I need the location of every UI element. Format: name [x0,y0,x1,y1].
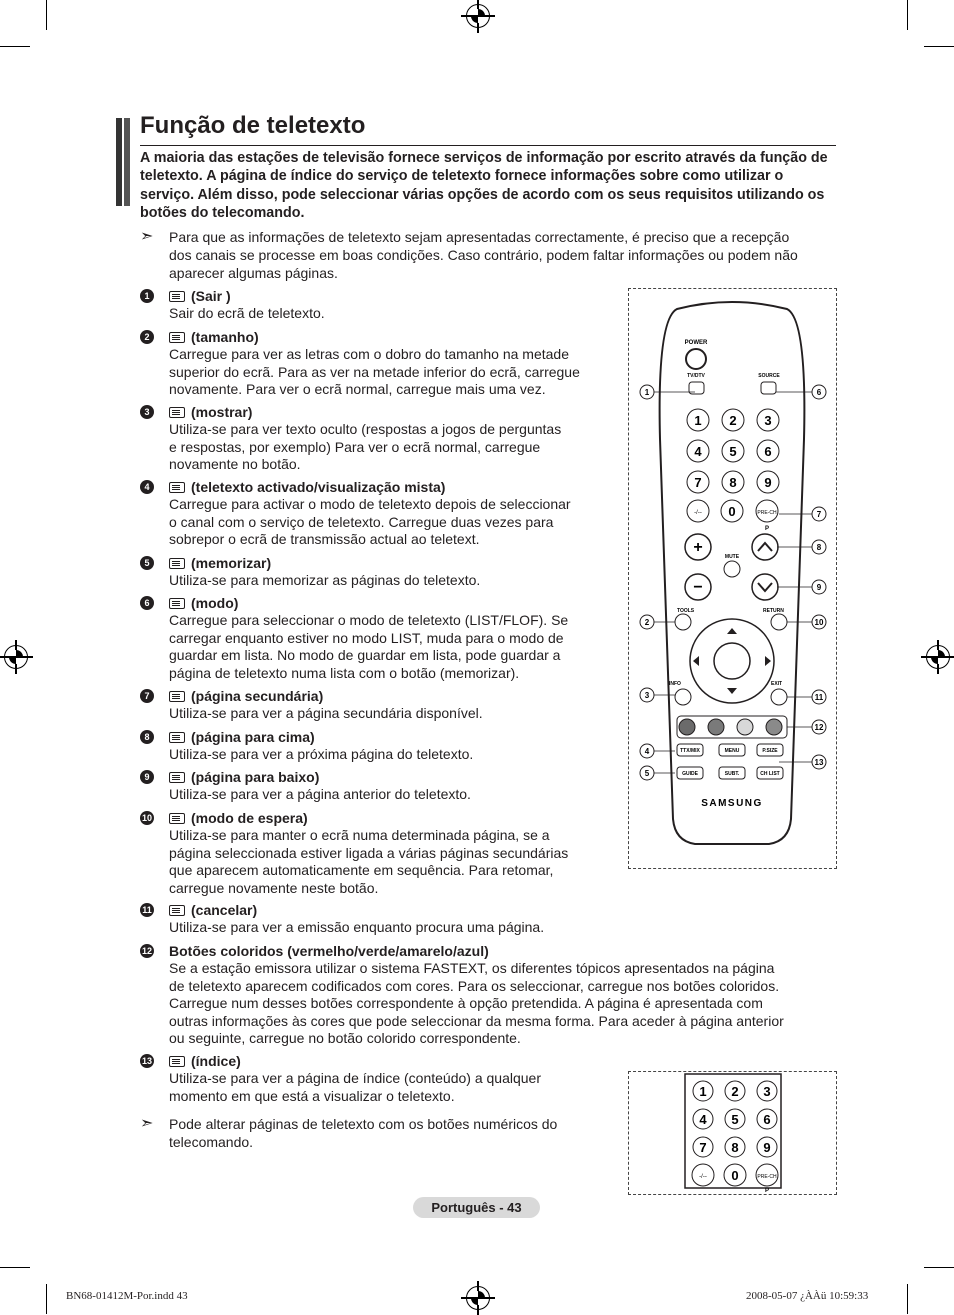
item-entry [169,329,580,399]
digit-label: 4 [694,444,702,459]
remote-illustration-box [628,288,837,869]
digit-label: 2 [731,1084,739,1099]
item-heading [169,479,571,496]
svg-text:P: P [764,526,770,532]
item-heading-text: (modo) [191,595,239,611]
item-heading [169,810,568,827]
item-entry [169,943,784,1047]
item-description-line: novamente no botão. [169,456,301,473]
item-number-badge: 4 [140,480,154,494]
svg-text:MENU: MENU [724,748,740,754]
item-heading-text: (página para baixo) [191,769,320,785]
digit-label: 7 [694,475,702,490]
item-heading-text: (modo de espera) [191,810,308,826]
keypad-detail-illustration [629,1072,836,1194]
item-description-line: de teletexto aparecem codificados com cores. Para os seleccionar, carregue nos botões coloridos. [169,977,780,994]
svg-text:SUBT.: SUBT. [724,771,740,777]
item-heading [169,943,784,960]
item-entry [169,555,480,590]
item-heading [169,1053,541,1070]
item-description-line: Utiliza-se para ver a página de índice (conteúdo) a qualquer [169,1070,542,1087]
svg-text:P: P [764,1188,770,1194]
item-number-badge: 1 [140,289,154,303]
item-heading-text: (teletexto activado/visualização mista) [191,479,446,495]
item-number-badge: 10 [141,813,152,823]
item-description-line: Se a estação emissora utilizar o sistema FASTEXT, os diferentes tópicos apresentados na página [169,960,775,977]
callout-number: 6 [816,388,822,397]
crop-mark [907,0,908,30]
item-description-line: que aparecem automaticamente em sequência. Para retomar, [169,862,554,879]
item-number-badge: 8 [140,730,154,744]
crop-mark [46,1284,47,1314]
crop-mark [0,46,30,47]
item-heading-text: (cancelar) [191,902,258,918]
item-description-line: Utiliza-se para ver a próxima página do teletexto. [169,746,474,763]
svg-text:0: 0 [728,504,736,519]
item-entry [169,288,325,323]
item-entry [169,1053,541,1105]
teletext-button-icon [169,691,185,702]
color-button [737,719,753,735]
digit-label: 6 [763,1112,771,1127]
svg-text:GUIDE: GUIDE [682,771,698,777]
color-button [766,719,782,735]
callout-number: 2 [644,618,650,627]
digit-label: 6 [764,444,772,459]
color-button [708,719,724,735]
callout-number: 8 [816,543,822,552]
page-title: Função de teletexto [140,112,366,139]
registration-mark-icon [466,4,490,28]
item-number-badge: 5 [140,556,154,570]
registration-mark-icon [466,1286,490,1310]
title-rule [140,145,836,146]
item-entry [169,595,568,682]
svg-text:EXIT: EXIT [771,681,783,687]
item-entry [169,769,471,804]
crop-mark [907,1284,908,1314]
svg-text:-/--: -/-- [694,510,702,516]
item-number-badge: 6 [140,596,154,610]
item-number-badge: 7 [140,689,154,703]
intro-paragraph: A maioria das estações de televisão fornece serviços de informação por escrito através da função de teletexto. A página de índice do serviço de teletexto fornece informações sobre como utilizar o serviço. Além disso, pode seleccionar várias opções de acordo com os seus requisitos utilizando os botões do telecomando. [140,150,828,221]
teletext-button-icon [169,813,185,824]
teletext-button-icon [169,407,185,418]
item-heading-text: (página secundária) [191,688,324,704]
crop-mark [924,1267,954,1268]
svg-text:POWER: POWER [684,340,708,346]
item-heading-text: (memorizar) [191,555,272,571]
teletext-button-icon [169,482,185,493]
item-entry [169,902,544,937]
item-description-line: Utiliza-se para ver a página secundária disponível. [169,705,483,722]
item-heading-text: (tamanho) [191,329,259,345]
note-arrow-icon: ➣ [140,228,154,245]
item-description-line: Utiliza-se para manter o ecrã numa determinada página, se a [169,827,550,844]
callout-number: 11 [814,693,824,702]
item-heading [169,555,480,572]
title-accent-bar [124,118,130,206]
teletext-button-icon [169,291,185,302]
item-number-badge: 11 [140,903,154,917]
item-description-line: o canal com o serviço de teletexto. Carregue duas vezes para [169,513,554,530]
item-heading-text: (página para cima) [191,729,315,745]
item-heading [169,404,561,421]
color-button [679,719,695,735]
item-description-line: Carregue num desses botões correspondente à opção pretendida. A página é apresentada com [169,995,763,1012]
digit-label: 5 [729,444,737,459]
digit-label: 1 [694,413,702,428]
item-heading [169,729,473,746]
item-heading [169,329,580,346]
item-description-line: página de teletexto numa lista com o botão (memorizar). [169,664,520,681]
callout-number: 13 [814,758,824,767]
digit-label: 8 [729,475,737,490]
registration-mark-icon [926,645,950,669]
item-number-badge: 2 [140,330,154,344]
digit-label: 1 [699,1084,707,1099]
item-description-line: Sair do ecrã de teletexto. [169,305,325,322]
item-entry [169,688,483,723]
svg-text:P.SIZE: P.SIZE [762,748,778,754]
item-heading-text: Botões coloridos (vermelho/verde/amarelo/azul) [169,943,489,959]
print-slug-right: 2008-05-07 ¿ÀÀü 10:59:33 [746,1290,869,1302]
svg-text:TOOLS: TOOLS [677,608,695,614]
registration-mark-icon [4,645,28,669]
item-heading [169,902,544,919]
title-accent-bar [116,118,122,206]
item-entry [169,729,473,764]
teletext-button-icon [169,332,185,343]
digit-label: 9 [763,1140,771,1155]
callout-number: 4 [644,747,650,756]
callout-number: 12 [814,723,824,732]
item-description-line: Carregue para activar o modo de teletexto depois de seleccionar [169,496,571,513]
item-description-line: Utiliza-se para memorizar as páginas do teletexto. [169,572,481,589]
item-description-line: Utiliza-se para ver a página anterior do teletexto. [169,786,471,803]
callout-number: 7 [816,510,822,519]
item-description-line: sobrepor o ecrã de transmissão actual ao teletext. [169,531,480,548]
svg-text:MUTE: MUTE [724,554,740,560]
digit-label: 3 [763,1084,771,1099]
teletext-button-icon [169,772,185,783]
item-description-line: novamente. Para ver o ecrã normal, carregue mais uma vez. [169,381,546,398]
digit-label: 7 [699,1140,707,1155]
digit-label: 4 [699,1112,707,1127]
remote-control-illustration [629,289,836,868]
item-description-line: momento em que está a visualizar o teletexto. [169,1087,455,1104]
svg-text:RETURN: RETURN [763,608,784,614]
digit-label: 8 [731,1140,739,1155]
item-description-line: Utiliza-se para ver a emissão enquanto procura uma página. [169,919,545,936]
svg-text:-/--: -/-- [699,1174,707,1180]
digit-label: 2 [729,413,737,428]
item-description-line: guardar em lista. No modo de guardar em lista, pode guardar a [169,647,561,664]
note-text: Pode alterar páginas de teletexto com os botões numéricos do telecomando. [169,1116,558,1150]
item-description-line: carregue novamente neste botão. [169,879,379,896]
teletext-button-icon [169,598,185,609]
callout-number: 9 [816,583,822,592]
item-heading [169,769,471,786]
callout-number: 3 [644,691,650,700]
teletext-button-icon [169,732,185,743]
crop-mark [924,46,954,47]
item-entry [169,810,568,897]
svg-text:SOURCE: SOURCE [758,373,780,379]
item-number-badge: 13 [141,1056,152,1066]
svg-text:+: + [693,539,703,556]
page-number-badge: Português - 43 [413,1197,540,1218]
item-description-line: página seleccionada estiver ligada a várias páginas secundárias [169,844,569,861]
svg-text:INFO: INFO [669,681,681,687]
item-number-badge: 9 [140,770,154,784]
item-description-line: Carregue para ver as letras com o dobro do tamanho na metade [169,346,570,363]
teletext-button-icon [169,905,185,916]
item-description-line: ou seguinte, carregue no botão colorido correspondente. [169,1030,521,1047]
item-heading [169,595,568,612]
note-text: Para que as informações de teletexto sejam apresentadas correctamente, é preciso que a recepção dos canais se processe em boas condições. Caso contrário, podem faltar informações ou podem não aparecer algumas páginas. [169,229,798,281]
teletext-button-icon [169,558,185,569]
svg-text:PRE-CH: PRE-CH [757,510,777,516]
item-heading-text: (mostrar) [191,404,253,420]
item-number-badge: 3 [140,405,154,419]
digit-label: 5 [731,1112,739,1127]
item-description-line: e respostas, por exemplo) Para ver o ecrã normal, carregue [169,438,541,455]
item-heading [169,688,483,705]
item-heading [169,288,325,305]
item-description-line: outras informações às cores que pode seleccionar da mesma forma. Para aceder à página anterior [169,1012,784,1029]
print-slug-left: BN68-01412M-Por.indd 43 [66,1290,188,1302]
svg-text:TV/DTV: TV/DTV [687,373,705,379]
crop-mark [0,1267,30,1268]
item-heading-text: (Sair ) [191,288,231,304]
digit-label: 3 [764,413,772,428]
keypad-detail-box [628,1071,837,1195]
item-description-line: Carregue para seleccionar o modo de teletexto (LIST/FLOF). Se [169,612,569,629]
svg-text:0: 0 [731,1168,739,1183]
item-heading-text: (índice) [191,1053,241,1069]
crop-mark [46,0,47,30]
item-description-line: superior do ecrã. Para as ver na metade inferior do ecrã, carregue [169,363,580,380]
callout-number: 1 [644,388,650,397]
item-description-line: Utiliza-se para ver texto oculto (respostas a jogos de perguntas [169,421,562,438]
digit-label: 9 [764,475,772,490]
note-arrow-icon: ➣ [140,1115,154,1132]
item-entry [169,479,571,549]
svg-text:−: − [693,579,703,596]
svg-text:PRE-CH: PRE-CH [757,1174,777,1180]
item-entry [169,404,561,474]
callout-number: 10 [814,618,824,627]
svg-text:SAMSUNG: SAMSUNG [701,798,763,809]
item-description-line: carregar enquanto estiver no modo LIST, muda para o modo de [169,629,564,646]
svg-text:CH LIST: CH LIST [760,771,780,777]
svg-text:TTX/MIX: TTX/MIX [680,748,700,754]
callout-number: 5 [644,769,650,778]
item-number-badge: 12 [141,946,152,956]
teletext-button-icon [169,1056,185,1067]
